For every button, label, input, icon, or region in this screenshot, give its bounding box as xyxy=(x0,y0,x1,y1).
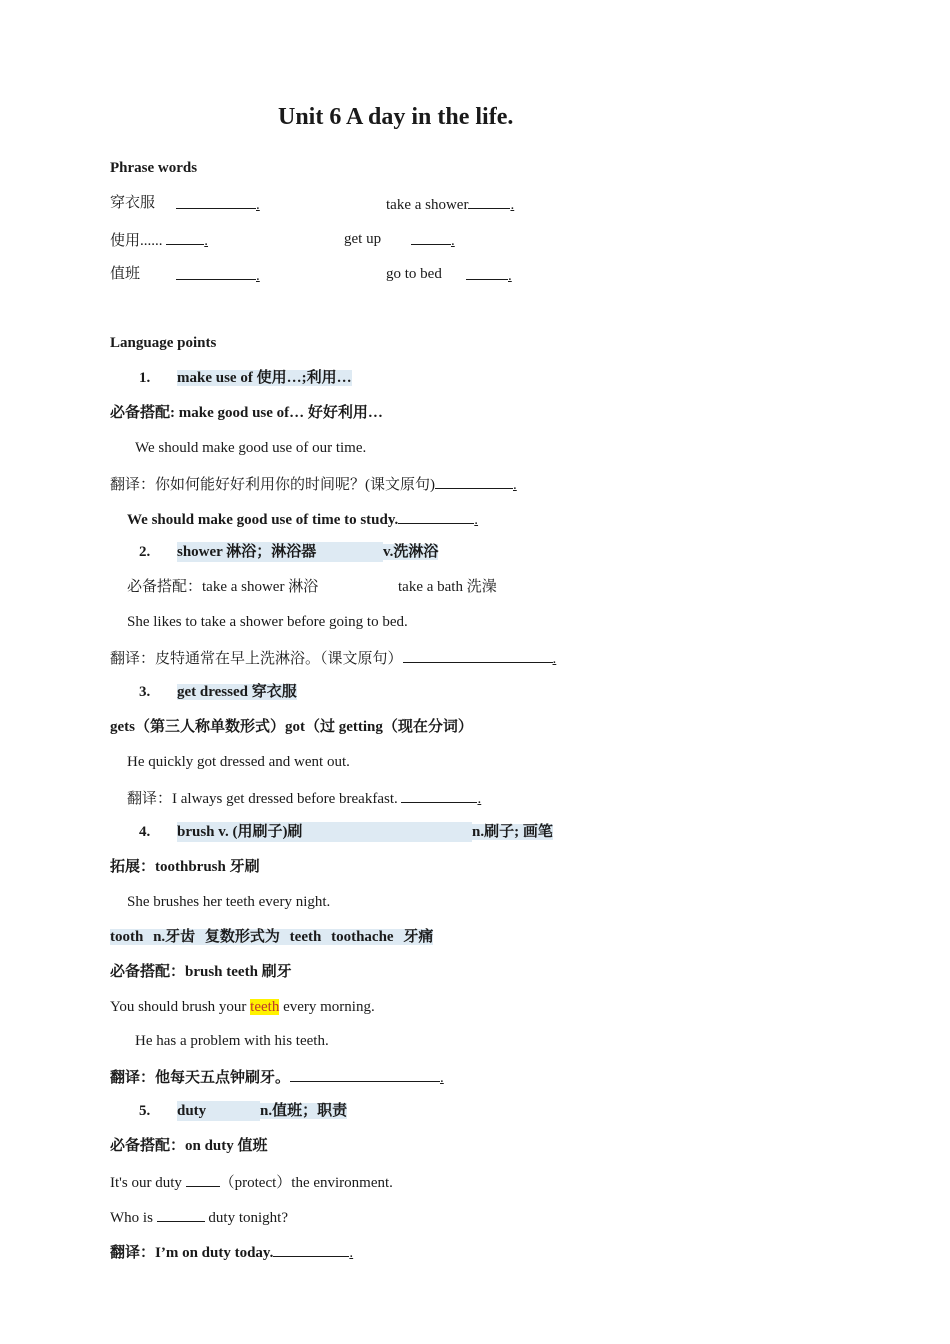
point-5: 5. duty n.值班；职责 xyxy=(139,1103,348,1119)
point-1-collocation: 必备搭配: make good use of… 好好利用… xyxy=(110,405,383,421)
point-2-collocation-2: take a bath 洗澡 xyxy=(398,579,497,595)
point-2-example: She likes to take a shower before going to bed. xyxy=(127,614,408,630)
point-2-translation: 翻译：皮特通常在早上洗淋浴。（课文原句） . xyxy=(110,647,556,669)
phrase-row-1-blank[interactable]: . xyxy=(176,193,260,215)
point-4-extension: 拓展：toothbrush 牙刷 xyxy=(110,859,260,875)
point-1-example: We should make good use of our time. xyxy=(135,440,367,456)
phrase-heading: Phrase words xyxy=(110,160,198,176)
point-4-collocation: 必备搭配：brush teeth 刷牙 xyxy=(110,964,292,980)
point-4-example: She brushes her teeth every night. xyxy=(127,894,331,910)
language-points-heading: Language points xyxy=(110,335,217,351)
phrase-row-3-blank-2[interactable]: . xyxy=(466,264,512,286)
point-5-example-2: Who is duty tonight? xyxy=(110,1206,288,1228)
phrase-row-2-zh: 使用...... . xyxy=(110,229,208,251)
point-2: 2. shower 淋浴；淋浴器 v.洗淋浴 xyxy=(139,544,439,560)
point-1: 1. make use of 使用…;利用… xyxy=(139,370,352,386)
point-1-example-2: We should make good use of time to study. . xyxy=(127,508,478,530)
phrase-row-2-blank[interactable]: . xyxy=(411,229,455,251)
point-4-tooth: tooth n.牙齿 复数形式为 teeth toothache 牙痛 xyxy=(110,929,434,945)
phrase-row-1-zh: 穿衣服 xyxy=(110,195,156,211)
point-5-collocation: 必备搭配：on duty 值班 xyxy=(110,1138,268,1154)
phrase-row-3-en: go to bed xyxy=(386,266,442,282)
point-3: 3. get dressed 穿衣服 xyxy=(139,684,297,700)
point-3-example: He quickly got dressed and went out. xyxy=(127,754,350,770)
point-2-collocation: 必备搭配：take a shower 淋浴 xyxy=(127,579,319,595)
point-5-translation: 翻译：I’m on duty today. . xyxy=(110,1241,353,1263)
phrase-row-3-zh: 值班 xyxy=(110,266,141,282)
point-3-translation: 翻译：I always get dressed before breakfast. . xyxy=(127,787,481,809)
point-4: 4. brush v. (用刷子)刷 n.刷子; 画笔 xyxy=(139,824,553,840)
highlighted-word: teeth xyxy=(250,999,280,1015)
phrase-row-2-en: get up xyxy=(344,231,382,247)
point-4-example-2: You should brush your teeth every morning. xyxy=(110,999,375,1015)
point-4-example-3: He has a problem with his teeth. xyxy=(135,1033,329,1049)
phrase-row-3-blank[interactable]: . xyxy=(176,264,260,286)
point-4-translation: 翻译：他每天五点钟刷牙。 . xyxy=(110,1066,444,1088)
point-1-translation: 翻译：你如何能好好利用你的时间呢？(课文原句) . xyxy=(110,473,517,495)
point-3-forms: gets（第三人称单数形式）got（过 getting（现在分词） xyxy=(110,719,473,735)
point-5-example-1: It's our duty （protect）the environment. xyxy=(110,1171,393,1193)
phrase-row-1-en: take a shower . xyxy=(386,193,514,215)
page-title: Unit 6 A day in the life. xyxy=(278,104,514,130)
